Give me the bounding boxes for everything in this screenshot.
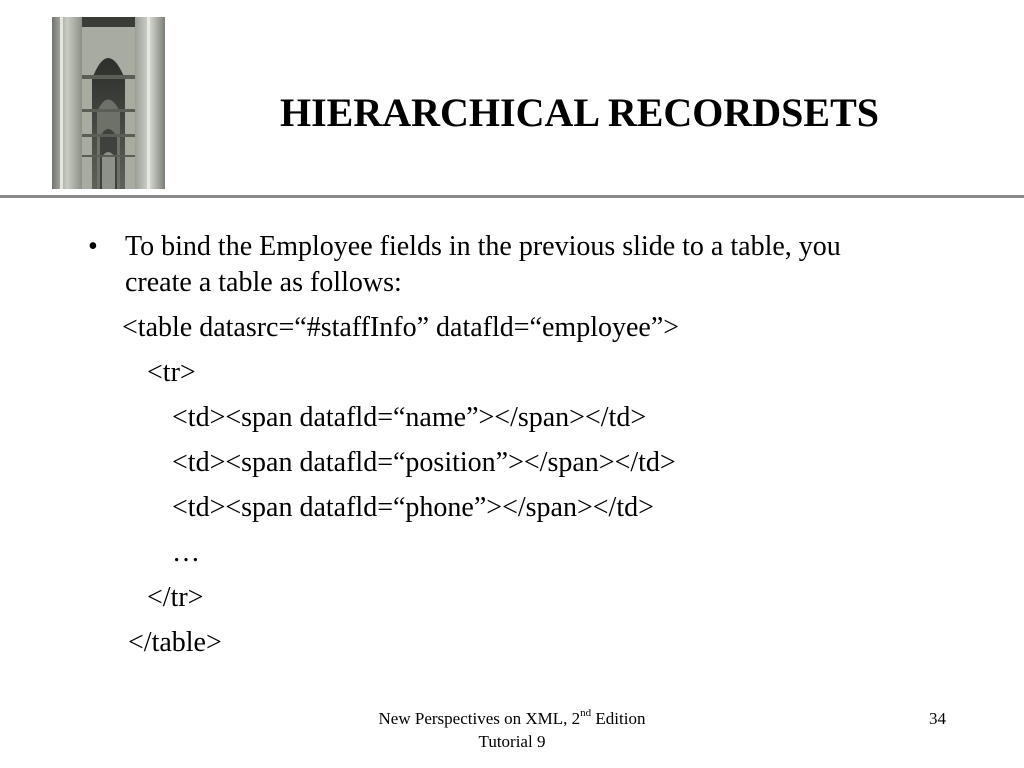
- code-line-ellipsis: …: [172, 537, 200, 568]
- footer-line-2: Tutorial 9: [478, 732, 546, 751]
- footer-superscript: nd: [580, 707, 592, 719]
- code-line-td-name: <td><span datafld=“name”></span></td>: [172, 402, 647, 433]
- code-line-td-phone: <td><span datafld=“phone”></span></td>: [172, 492, 654, 523]
- footer-line-1: [312, 707, 712, 730]
- bullet-marker: •: [88, 231, 98, 262]
- bullet-text: To bind the Employee fields in the previous slide to a table, you create a table as follows:: [125, 231, 841, 298]
- slide-title: HIERARCHICAL RECORDSETS: [280, 90, 880, 135]
- code-line-tr-open: <tr>: [147, 357, 196, 388]
- code-line-table-open: <table datasrc=“#staffInfo” datafld=“employee”>: [122, 312, 680, 343]
- title-divider: [0, 195, 1024, 198]
- code-line-tr-close: </tr>: [147, 582, 204, 613]
- footer-edition: Edition: [591, 709, 646, 728]
- page-number: 34: [929, 709, 946, 728]
- bridge-photo: [52, 17, 165, 189]
- slide-footer: [312, 707, 712, 753]
- code-line-td-position: <td><span datafld=“position”></span></td>: [172, 447, 676, 478]
- footer-book-title: New Perspectives on XML, 2: [378, 709, 581, 728]
- code-line-table-close: </table>: [128, 627, 222, 658]
